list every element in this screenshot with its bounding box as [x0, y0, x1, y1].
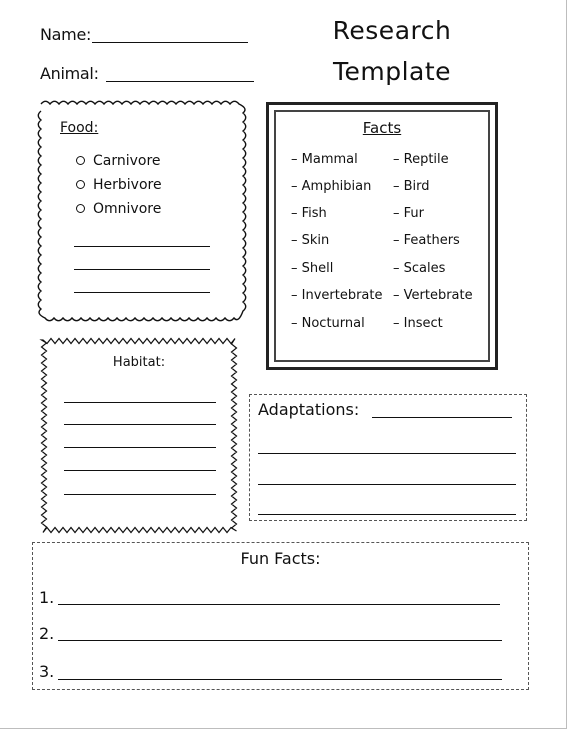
fact-item: – Amphibian	[291, 179, 372, 194]
animal-line	[106, 81, 254, 82]
habitat-write-line	[64, 494, 216, 495]
habitat-title: Habitat:	[112, 355, 166, 370]
fun-fact-number: 2.	[39, 624, 55, 643]
fact-item: – Skin	[291, 233, 330, 248]
habitat-write-line	[64, 402, 216, 403]
animal-label: Animal:	[40, 64, 99, 83]
adaptations-write-line	[258, 484, 516, 485]
food-write-line	[74, 269, 210, 270]
name-line	[92, 42, 248, 43]
page-title-line2: Template	[332, 57, 452, 86]
fun-fact-write-line	[58, 640, 502, 641]
food-write-line	[74, 292, 210, 293]
habitat-write-line	[64, 470, 216, 471]
food-option-herbivore: Herbivore	[76, 177, 162, 193]
name-label: Name:	[40, 25, 92, 44]
fact-item: – Invertebrate	[291, 288, 383, 303]
adaptations-title: Adaptations:	[258, 400, 360, 419]
food-title: Food:	[60, 120, 99, 136]
fact-item: – Bird	[393, 179, 430, 194]
fact-item: – Mammal	[291, 152, 358, 167]
food-write-line	[74, 246, 210, 247]
fun-fact-number: 1.	[39, 588, 55, 607]
radio-circle-icon	[76, 156, 85, 165]
fun-fact-write-line	[58, 604, 500, 605]
adaptations-write-line	[258, 453, 516, 454]
fun-fact-write-line	[58, 679, 502, 680]
radio-circle-icon	[76, 204, 85, 213]
fun-fact-number: 3.	[39, 662, 55, 681]
adaptations-write-line	[258, 514, 516, 515]
radio-circle-icon	[76, 180, 85, 189]
fact-item: – Fish	[291, 206, 327, 221]
fact-item: – Fur	[393, 206, 424, 221]
fact-item: – Reptile	[393, 152, 449, 167]
adaptations-write-line	[372, 417, 512, 418]
food-option-carnivore: Carnivore	[76, 153, 161, 169]
fact-item: – Vertebrate	[393, 288, 473, 303]
fact-item: – Insect	[393, 316, 443, 331]
page-title-line1: Research	[332, 16, 452, 45]
fact-item: – Feathers	[393, 233, 460, 248]
habitat-write-line	[64, 447, 216, 448]
fact-item: – Shell	[291, 261, 334, 276]
fact-item: – Nocturnal	[291, 316, 365, 331]
fact-item: – Scales	[393, 261, 446, 276]
habitat-write-line	[64, 424, 216, 425]
food-option-omnivore: Omnivore	[76, 201, 161, 217]
fun-facts-title: Fun Facts:	[240, 549, 321, 568]
facts-title: Facts	[362, 119, 402, 137]
